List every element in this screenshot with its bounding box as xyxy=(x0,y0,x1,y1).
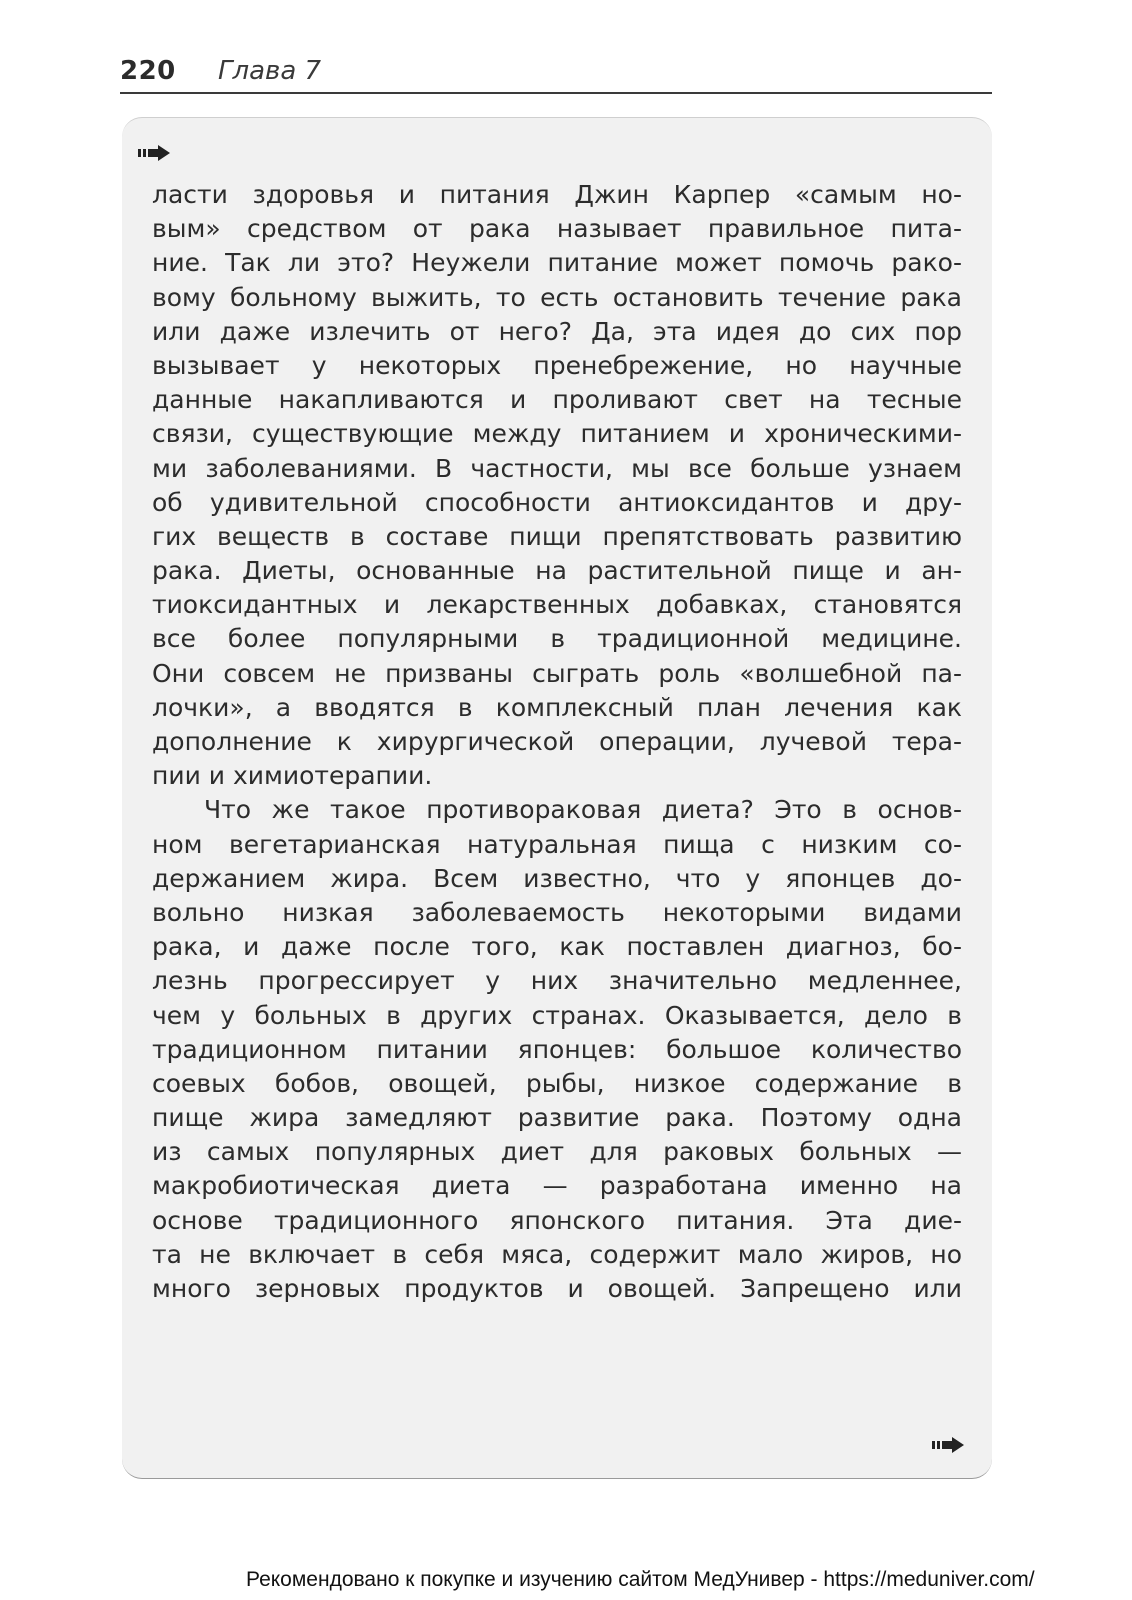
text-line: вызывает у некоторых пренебрежение, но научные xyxy=(152,350,962,380)
text-line: макробиотическая диета — разработана именно на xyxy=(152,1171,962,1201)
text-line: лочки», а вводятся в комплексный план лечения как xyxy=(152,692,962,722)
text-line: Они совсем не призваны сыграть роль «волшебной па- xyxy=(152,658,962,688)
text-line: много зерновых продуктов и овощей. Запрещено или xyxy=(152,1274,962,1303)
arrow-right-icon xyxy=(932,1436,966,1454)
text-line: соевых бобов, овощей, рыбы, низкое содержание в xyxy=(152,1068,962,1098)
footer-recommendation: Рекомендовано к покупке и изучению сайтом МедУнивер - https://meduniver.com/ xyxy=(246,1568,1035,1591)
text-line: Что же такое противораковая диета? Это в основ- xyxy=(204,795,962,825)
text-line: пище жира замедляют развитие рака. Поэтому одна xyxy=(152,1103,962,1133)
text-line: чем у больных в других странах. Оказывается, дело в xyxy=(152,1000,962,1030)
page-header xyxy=(120,52,992,94)
text-line: та не включает в себя мяса, содержит мало жиров, но xyxy=(152,1239,962,1269)
text-line: рака. Диеты, основанные на растительной пище и ан- xyxy=(152,556,962,586)
text-line: основе традиционного японского питания. Эта дие- xyxy=(152,1205,962,1235)
sidebar-box xyxy=(122,117,992,1479)
text-line: тиоксидантных и лекарственных добавках, становятся xyxy=(152,590,962,620)
text-line: лезнь прогрессирует у них значительно медленнее, xyxy=(152,966,962,996)
text-line: вольно низкая заболеваемость некоторыми видами xyxy=(152,897,962,927)
text-line: или даже излечить от него? Да, эта идея до сих пор xyxy=(152,316,962,346)
text-line: традиционном питании японцев: большое количество xyxy=(152,1034,962,1064)
text-line: рака, и даже после того, как поставлен диагноз, бо- xyxy=(152,932,962,962)
text-line: ми заболеваниями. В частности, мы все больше узнаем xyxy=(152,453,962,483)
text-line: ласти здоровья и питания Джин Карпер «самым но- xyxy=(152,180,962,209)
page-number: 220 xyxy=(120,56,176,86)
text-line: связи, существующие между питанием и хроническими- xyxy=(152,419,962,449)
text-line: данные накапливаются и проливают свет на тесные xyxy=(152,385,962,415)
text-line: держанием жира. Всем известно, что у японцев до- xyxy=(152,863,962,893)
text-line: вому больному выжить, то есть остановить течение рака xyxy=(152,282,962,312)
text-line: ном вегетарианская натуральная пища с низким со- xyxy=(152,829,962,859)
sidebar-text xyxy=(152,178,962,1306)
text-line: об удивительной способности антиоксидантов и дру- xyxy=(152,487,962,517)
text-line: ние. Так ли это? Неужели питание может помочь рако- xyxy=(152,248,962,278)
arrow-right-icon xyxy=(138,144,172,162)
text-line: вым» средством от рака называет правильное пита- xyxy=(152,214,962,244)
text-line: гих веществ в составе пищи препятствовать развитию xyxy=(152,521,962,551)
text-line: из самых популярных диет для раковых больных — xyxy=(152,1137,962,1167)
text-line: все более популярными в традиционной медицине. xyxy=(152,624,962,654)
text-line: пии и химиотерапии. xyxy=(152,761,433,791)
chapter-title: Глава 7 xyxy=(218,56,322,86)
text-line: дополнение к хирургической операции, лучевой тера- xyxy=(152,727,962,756)
